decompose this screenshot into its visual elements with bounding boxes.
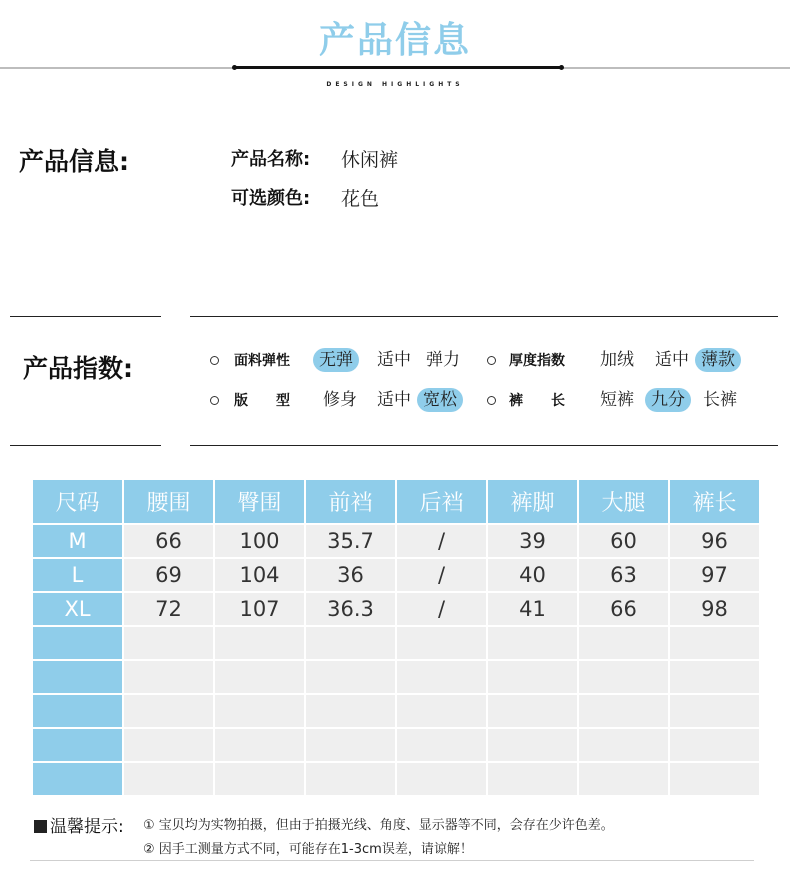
option-chip: 适中 — [377, 390, 411, 410]
table-cell — [306, 661, 395, 693]
option-chip: 适中 — [377, 350, 411, 370]
table-row — [33, 627, 759, 659]
table-cell — [670, 729, 759, 761]
table-cell: 66 — [579, 593, 668, 625]
table-cell — [579, 695, 668, 727]
size-table — [31, 478, 761, 797]
column-header: 裤脚 — [488, 480, 577, 523]
table-cell — [397, 695, 486, 727]
table-cell: 97 — [670, 559, 759, 591]
table-row — [33, 661, 759, 693]
table-cell — [670, 661, 759, 693]
table-cell: 72 — [124, 593, 213, 625]
table-cell — [488, 695, 577, 727]
table-cell — [397, 729, 486, 761]
size-cell — [33, 729, 122, 761]
table-cell — [215, 695, 304, 727]
table-row — [33, 559, 759, 591]
option-chip-selected: 宽松 — [417, 388, 463, 412]
index-row-length — [487, 387, 767, 413]
table-cell: 63 — [579, 559, 668, 591]
option-chip: 短裤 — [600, 390, 634, 410]
color-key: 可选颜色: — [231, 188, 311, 209]
index-key: 裤 长 — [509, 393, 565, 409]
size-table-body — [33, 525, 759, 795]
option-chip: 长裤 — [703, 390, 737, 410]
table-cell — [670, 695, 759, 727]
column-header: 尺码 — [33, 480, 122, 523]
table-row — [33, 695, 759, 727]
divider-bottom-right — [190, 445, 778, 446]
table-cell: 60 — [579, 525, 668, 557]
table-cell: 35.7 — [306, 525, 395, 557]
tips-label-text: 温馨提示: — [50, 817, 124, 837]
table-cell: / — [397, 593, 486, 625]
table-cell: 36.3 — [306, 593, 395, 625]
table-cell: 39 — [488, 525, 577, 557]
index-key: 厚度指数 — [509, 353, 565, 369]
index-key: 面料弹性 — [234, 353, 290, 369]
tips-label — [34, 812, 124, 837]
option-chip-selected: 薄款 — [695, 348, 741, 372]
tip-line-2: ② 因手工测量方式不同，可能存在1-3cm误差，请谅解！ — [143, 842, 473, 857]
table-cell — [306, 763, 395, 795]
table-cell — [215, 661, 304, 693]
decorative-dot-right — [559, 65, 564, 70]
radio-icon — [210, 356, 219, 365]
table-cell — [215, 763, 304, 795]
table-cell — [397, 627, 486, 659]
color-value: 花色 — [341, 188, 380, 210]
divider-top-left — [10, 316, 161, 317]
table-cell — [215, 729, 304, 761]
table-row — [33, 729, 759, 761]
option-chip: 修身 — [323, 390, 357, 410]
table-cell: 66 — [124, 525, 213, 557]
table-cell — [124, 661, 213, 693]
table-cell — [488, 729, 577, 761]
option-chip-selected: 无弹 — [313, 348, 359, 372]
bottom-divider — [30, 860, 754, 861]
radio-icon — [210, 396, 219, 405]
column-header: 裤长 — [670, 480, 759, 523]
divider-bottom-left — [10, 445, 161, 446]
size-cell: L — [33, 559, 122, 591]
table-cell — [579, 729, 668, 761]
table-cell — [124, 627, 213, 659]
table-cell — [579, 763, 668, 795]
table-cell: 104 — [215, 559, 304, 591]
table-cell — [397, 763, 486, 795]
product-name-key: 产品名称: — [231, 149, 311, 170]
table-cell: 96 — [670, 525, 759, 557]
table-cell — [488, 763, 577, 795]
column-header: 后裆 — [397, 480, 486, 523]
column-header: 前裆 — [306, 480, 395, 523]
option-chip-selected: 九分 — [645, 388, 691, 412]
table-cell: 98 — [670, 593, 759, 625]
option-chip: 加绒 — [600, 350, 634, 370]
square-bullet-icon — [34, 820, 47, 833]
column-header: 臀围 — [215, 480, 304, 523]
index-key: 版 型 — [234, 393, 290, 409]
table-cell — [215, 627, 304, 659]
tip-line-1: ① 宝贝均为实物拍摄，但由于拍摄光线、角度、显示器等不同，会存在少许色差。 — [143, 818, 614, 833]
table-cell — [397, 661, 486, 693]
radio-icon — [487, 396, 496, 405]
table-cell — [306, 695, 395, 727]
column-header: 腰围 — [124, 480, 213, 523]
decorative-dot-left — [232, 65, 237, 70]
product-index-label: 产品指数: — [23, 354, 133, 383]
product-info-label: 产品信息: — [19, 147, 129, 176]
table-row — [33, 525, 759, 557]
radio-icon — [487, 356, 496, 365]
table-cell — [488, 661, 577, 693]
table-header-row — [33, 480, 759, 523]
table-row — [33, 593, 759, 625]
table-cell — [124, 763, 213, 795]
option-chip: 弹力 — [426, 350, 460, 370]
product-name-value: 休闲裤 — [341, 149, 399, 171]
divider-top-right — [190, 316, 778, 317]
size-cell — [33, 661, 122, 693]
size-cell — [33, 763, 122, 795]
table-cell: 40 — [488, 559, 577, 591]
table-row — [33, 763, 759, 795]
table-cell — [670, 627, 759, 659]
column-header: 大腿 — [579, 480, 668, 523]
table-cell — [670, 763, 759, 795]
table-cell: 41 — [488, 593, 577, 625]
option-chip: 适中 — [655, 350, 689, 370]
size-cell: XL — [33, 593, 122, 625]
table-cell: 69 — [124, 559, 213, 591]
table-cell — [124, 729, 213, 761]
table-cell — [306, 729, 395, 761]
table-cell: 107 — [215, 593, 304, 625]
index-row-thickness — [487, 347, 767, 373]
size-cell — [33, 627, 122, 659]
table-cell — [579, 627, 668, 659]
page-title: 产品信息 — [318, 20, 471, 61]
decorative-line — [234, 66, 562, 69]
table-cell — [488, 627, 577, 659]
table-cell: / — [397, 559, 486, 591]
index-row-elasticity — [210, 347, 480, 373]
table-cell: 36 — [306, 559, 395, 591]
size-cell: M — [33, 525, 122, 557]
design-highlights-caption: DESIGN HIGHLIGHTS — [326, 81, 464, 88]
size-cell — [33, 695, 122, 727]
table-cell — [124, 695, 213, 727]
index-row-fit — [210, 387, 480, 413]
table-cell: 100 — [215, 525, 304, 557]
table-cell — [579, 661, 668, 693]
table-cell: / — [397, 525, 486, 557]
table-cell — [306, 627, 395, 659]
